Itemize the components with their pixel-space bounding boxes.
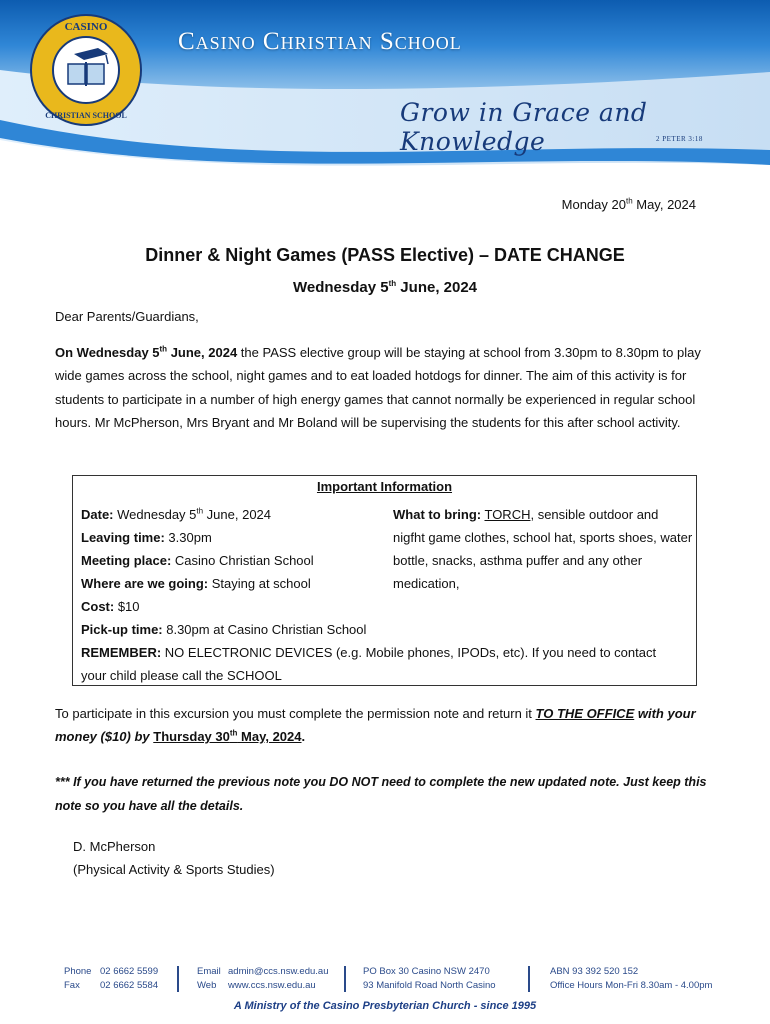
letter-footer <box>0 958 770 1024</box>
info-meeting-place: Meeting place: Casino Christian School <box>81 553 314 568</box>
info-pickup-time: Pick-up time: 8.30pm at Casino Christian School <box>81 622 367 637</box>
footer-email-web: Email admin@ccs.nsw.edu.au Web www.ccs.nsw.edu.au <box>197 966 329 991</box>
letter-subtitle: Wednesday 5th June, 2024 <box>292 279 478 296</box>
greeting: Dear Parents/Guardians, <box>55 309 199 324</box>
footer-abn-hours: ABN 93 392 520 152 Office Hours Mon-Fri 8.30am - 4.00pm <box>550 966 713 991</box>
update-note: *** If you have returned the previous note you DO NOT need to complete the new updated note. Just keep this note so you have all the details. <box>55 775 707 813</box>
important-information-box <box>72 475 697 686</box>
letter-title: Dinner & Night Games (PASS Elective) – DATE CHANGE <box>145 245 625 265</box>
info-where: Where are we going: Staying at school <box>81 576 311 591</box>
footer-separator <box>344 966 346 992</box>
logo-bottom-text: CHRISTIAN SCHOOL <box>45 111 127 120</box>
info-left-column <box>81 503 314 595</box>
info-full-width <box>81 595 681 687</box>
verse-reference: 2 PETER 3:18 <box>656 135 703 143</box>
info-heading: Important Information <box>316 479 453 494</box>
ministry-tagline: A Ministry of the Casino Presbyterian Church - since 1995 <box>233 1000 537 1012</box>
info-leaving-time: Leaving time: 3.30pm <box>81 530 212 545</box>
logo-top-text: CASINO <box>64 21 108 33</box>
signatory-name: D. McPherson <box>73 839 156 854</box>
footer-phone-fax: Phone 02 6662 5599 Fax 02 6662 5584 <box>64 966 159 991</box>
footer-address: PO Box 30 Casino NSW 2470 93 Manifold Road North Casino <box>363 966 496 991</box>
signatory-role: (Physical Activity & Sports Studies) <box>73 862 275 877</box>
letter-date: Monday 20th May, 2024 <box>561 196 696 212</box>
body-paragraph: On Wednesday 5th June, 2024 the PASS elective group will be staying at school from 3.30pm to 8.30pm to play wide games across the school, night games and to eat loaded hotdogs for dinner. The aim of this activity is for students to participate in a number of high energy games that cannot normally be experienced in regular school hours. Mr McPherson, Mrs Bryant and Mr Boland will be supervising the students for this after school activity. <box>55 344 701 430</box>
signature-block <box>73 835 275 881</box>
footer-separator <box>528 966 530 992</box>
letterhead <box>0 0 770 175</box>
info-cost: Cost: $10 <box>81 599 140 614</box>
school-motto: Grow in Grace and Knowledge <box>400 98 648 156</box>
school-name: Casino Christian School <box>178 28 462 55</box>
info-remember: REMEMBER: NO ELECTRONIC DEVICES (e.g. Mobile phones, IPODs, etc). If you need to contact your child please call the SCHOOL <box>81 645 657 683</box>
school-crest-icon <box>30 14 142 126</box>
footer-separator <box>177 966 179 992</box>
info-date: Date: Wednesday 5th June, 2024 <box>81 506 272 522</box>
info-what-to-bring: What to bring: TORCH, sensible outdoor and nigfht game clothes, school hat, sports shoes, water bottle, snacks, asthma puffer and any other medication, <box>393 507 693 591</box>
participation-instructions: To participate in this excursion you must complete the permission note and return it TO THE OFFICE with your money ($10) by Thursday 30th May, 2024. <box>55 706 696 744</box>
